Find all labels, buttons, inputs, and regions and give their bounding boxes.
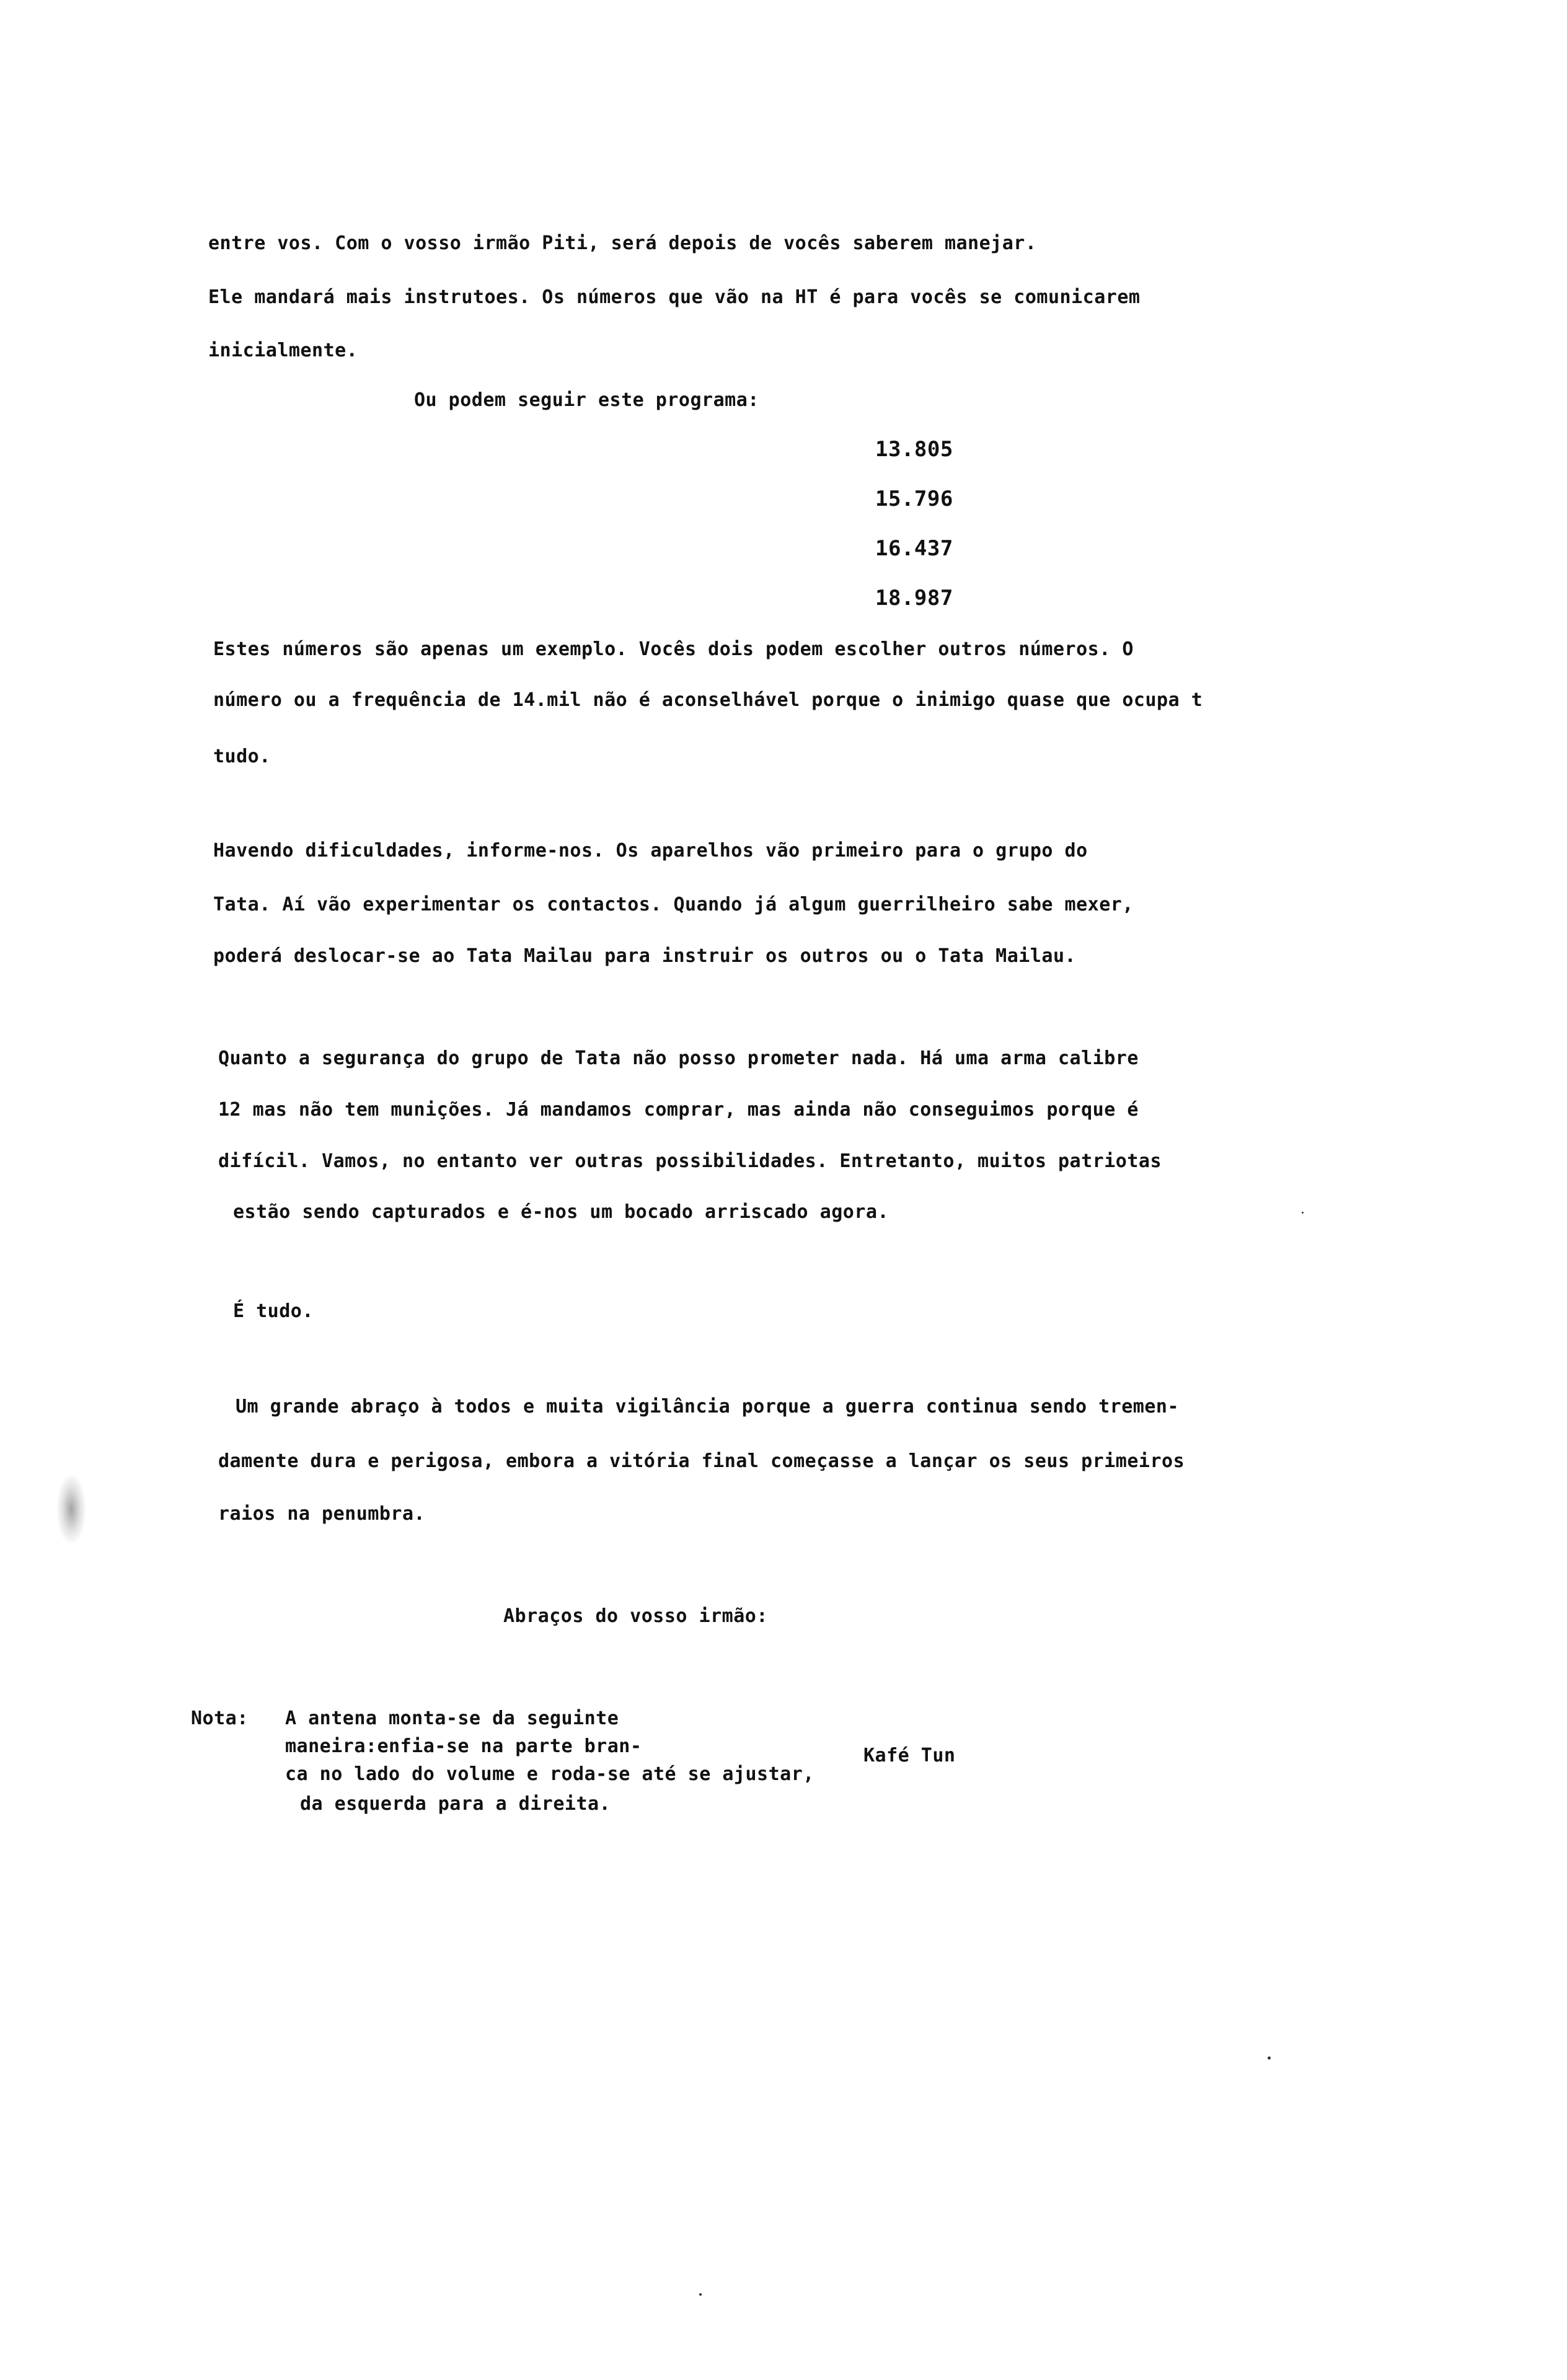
p2-line-2: número ou a frequência de 14.mil não é aconselhável porque o inimigo quase que ocupa t (213, 689, 1203, 711)
closing-short: É tudo. (233, 1300, 314, 1322)
p4-line-2: 12 mas não tem munições. Já mandamos comprar, mas ainda não conseguimos porque é (218, 1099, 1139, 1121)
note-line-4: da esquerda para a direita. (300, 1793, 611, 1815)
ink-smudge (57, 1475, 86, 1543)
note-line-2: maneira:enfia-se na parte bran- (285, 1735, 642, 1757)
signature: Kafé Tun (863, 1745, 956, 1766)
p4-line-1: Quanto a segurança do grupo de Tata não posso prometer nada. Há uma arma calibre (218, 1047, 1139, 1069)
salutation: Abraços do vosso irmão: (503, 1605, 768, 1627)
p4-line-4: estão sendo capturados e é-nos um bocado arriscado agora. (233, 1201, 889, 1223)
p5-line-3: raios na penumbra. (218, 1503, 426, 1525)
note-label: Nota: (191, 1708, 249, 1729)
speck-1 (1268, 2056, 1271, 2060)
p2-line-3: tudo. (213, 746, 271, 767)
frequency-1: 13.805 (875, 437, 953, 462)
p3-line-1: Havendo dificuldades, informe-nos. Os aparelhos vão primeiro para o grupo do (213, 840, 1088, 862)
speck-3 (1302, 1212, 1304, 1214)
p5-line-1: Um grande abraço à todos e muita vigilância porque a guerra continua sendo tremen- (236, 1396, 1180, 1417)
p2-line-1: Estes números são apenas um exemplo. Vocês dois podem escolher outros números. O (213, 638, 1134, 660)
p1-line-3: inicialmente. (208, 340, 358, 361)
speck-2 (699, 2293, 702, 2296)
p3-line-2: Tata. Aí vão experimentar os contactos. Quando já algum guerrilheiro sabe mexer, (213, 894, 1134, 915)
frequency-4: 18.987 (875, 586, 953, 610)
p1-line-1: entre vos. Com o vosso irmão Piti, será depois de vocês saberem manejar. (208, 232, 1037, 254)
note-line-1: A antena monta-se da seguinte (285, 1708, 619, 1729)
frequency-3: 16.437 (875, 536, 953, 561)
note-line-3: ca no lado do volume e roda-se até se ajustar, (285, 1763, 814, 1785)
p4-line-3: difícil. Vamos, no entanto ver outras possibilidades. Entretanto, muitos patriotas (218, 1150, 1162, 1172)
p1-line-2: Ele mandará mais instrutoes. Os números que vão na HT é para vocês se comunicarem (208, 286, 1141, 308)
frequency-2: 15.796 (875, 487, 953, 511)
program-intro: Ou podem seguir este programa: (414, 389, 759, 411)
p3-line-3: poderá deslocar-se ao Tata Mailau para instruir os outros ou o Tata Mailau. (213, 945, 1077, 967)
p5-line-2: damente dura e perigosa, embora a vitória final começasse a lançar os seus primeiros (218, 1450, 1185, 1472)
